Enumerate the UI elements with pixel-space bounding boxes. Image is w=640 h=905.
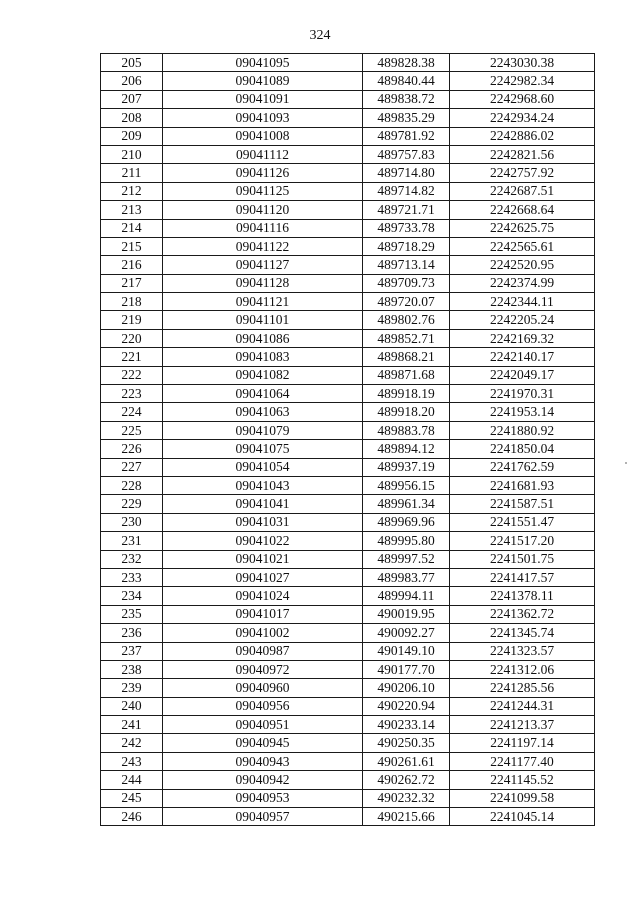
point-number-cell: 218 (101, 293, 163, 311)
x-coordinate-cell: 489835.29 (363, 109, 450, 127)
table-row (101, 256, 595, 274)
point-code-cell: 09041064 (163, 385, 363, 403)
x-coordinate-cell: 489709.73 (363, 274, 450, 292)
table-row (101, 808, 595, 826)
x-coordinate-cell: 490250.35 (363, 734, 450, 752)
point-code-cell: 09041127 (163, 256, 363, 274)
point-number-cell: 228 (101, 476, 163, 494)
y-coordinate-cell: 2242687.51 (450, 182, 595, 200)
table-row (101, 624, 595, 642)
table-row (101, 72, 595, 90)
scan-speck (625, 462, 627, 464)
x-coordinate-cell: 489961.34 (363, 495, 450, 513)
point-number-cell: 229 (101, 495, 163, 513)
point-code-cell: 09041112 (163, 145, 363, 163)
x-coordinate-cell: 489918.20 (363, 403, 450, 421)
x-coordinate-cell: 490261.61 (363, 752, 450, 770)
y-coordinate-cell: 2241501.75 (450, 550, 595, 568)
point-number-cell: 225 (101, 421, 163, 439)
y-coordinate-cell: 2241145.52 (450, 771, 595, 789)
y-coordinate-cell: 2241197.14 (450, 734, 595, 752)
x-coordinate-cell: 490262.72 (363, 771, 450, 789)
x-coordinate-cell: 489983.77 (363, 568, 450, 586)
point-code-cell: 09040943 (163, 752, 363, 770)
x-coordinate-cell: 489883.78 (363, 421, 450, 439)
table-row (101, 568, 595, 586)
y-coordinate-cell: 2242934.24 (450, 109, 595, 127)
x-coordinate-cell: 489718.29 (363, 237, 450, 255)
x-coordinate-cell: 489937.19 (363, 458, 450, 476)
x-coordinate-cell: 490092.27 (363, 624, 450, 642)
y-coordinate-cell: 2241681.93 (450, 476, 595, 494)
point-number-cell: 226 (101, 440, 163, 458)
coordinates-table-body (101, 54, 595, 826)
x-coordinate-cell: 489720.07 (363, 293, 450, 311)
point-number-cell: 240 (101, 697, 163, 715)
point-code-cell: 09041120 (163, 201, 363, 219)
x-coordinate-cell: 490019.95 (363, 605, 450, 623)
y-coordinate-cell: 2241587.51 (450, 495, 595, 513)
point-number-cell: 224 (101, 403, 163, 421)
y-coordinate-cell: 2241850.04 (450, 440, 595, 458)
y-coordinate-cell: 2241285.56 (450, 679, 595, 697)
point-code-cell: 09041093 (163, 109, 363, 127)
point-code-cell: 09041086 (163, 329, 363, 347)
y-coordinate-cell: 2241517.20 (450, 532, 595, 550)
point-code-cell: 09041101 (163, 311, 363, 329)
point-code-cell: 09041091 (163, 90, 363, 108)
y-coordinate-cell: 2241213.37 (450, 716, 595, 734)
point-code-cell: 09041021 (163, 550, 363, 568)
x-coordinate-cell: 489995.80 (363, 532, 450, 550)
y-coordinate-cell: 2241323.57 (450, 642, 595, 660)
y-coordinate-cell: 2241244.31 (450, 697, 595, 715)
x-coordinate-cell: 490232.32 (363, 789, 450, 807)
table-row (101, 458, 595, 476)
table-row (101, 274, 595, 292)
table-row (101, 697, 595, 715)
table-row (101, 219, 595, 237)
point-code-cell: 09041075 (163, 440, 363, 458)
point-number-cell: 213 (101, 201, 163, 219)
y-coordinate-cell: 2242668.64 (450, 201, 595, 219)
table-row (101, 476, 595, 494)
table-row (101, 366, 595, 384)
point-code-cell: 09041017 (163, 605, 363, 623)
x-coordinate-cell: 490233.14 (363, 716, 450, 734)
y-coordinate-cell: 2241970.31 (450, 385, 595, 403)
y-coordinate-cell: 2242520.95 (450, 256, 595, 274)
point-number-cell: 232 (101, 550, 163, 568)
point-number-cell: 246 (101, 808, 163, 826)
table-row (101, 679, 595, 697)
y-coordinate-cell: 2242757.92 (450, 164, 595, 182)
x-coordinate-cell: 489868.21 (363, 348, 450, 366)
point-number-cell: 241 (101, 716, 163, 734)
y-coordinate-cell: 2241177.40 (450, 752, 595, 770)
point-number-cell: 239 (101, 679, 163, 697)
table-row (101, 182, 595, 200)
point-number-cell: 205 (101, 54, 163, 72)
point-number-cell: 231 (101, 532, 163, 550)
point-number-cell: 208 (101, 109, 163, 127)
y-coordinate-cell: 2242625.75 (450, 219, 595, 237)
y-coordinate-cell: 2241551.47 (450, 513, 595, 531)
point-number-cell: 216 (101, 256, 163, 274)
point-number-cell: 217 (101, 274, 163, 292)
point-number-cell: 245 (101, 789, 163, 807)
y-coordinate-cell: 2242821.56 (450, 145, 595, 163)
point-number-cell: 219 (101, 311, 163, 329)
point-code-cell: 09041043 (163, 476, 363, 494)
point-code-cell: 09041008 (163, 127, 363, 145)
table-row (101, 752, 595, 770)
x-coordinate-cell: 489721.71 (363, 201, 450, 219)
x-coordinate-cell: 489994.11 (363, 587, 450, 605)
x-coordinate-cell: 490177.70 (363, 660, 450, 678)
table-row (101, 532, 595, 550)
point-code-cell: 09041041 (163, 495, 363, 513)
y-coordinate-cell: 2242565.61 (450, 237, 595, 255)
point-number-cell: 238 (101, 660, 163, 678)
x-coordinate-cell: 489781.92 (363, 127, 450, 145)
point-code-cell: 09041054 (163, 458, 363, 476)
point-code-cell: 09040945 (163, 734, 363, 752)
point-number-cell: 220 (101, 329, 163, 347)
point-number-cell: 214 (101, 219, 163, 237)
y-coordinate-cell: 2241362.72 (450, 605, 595, 623)
point-number-cell: 222 (101, 366, 163, 384)
point-code-cell: 09040951 (163, 716, 363, 734)
table-row (101, 734, 595, 752)
point-code-cell: 09041027 (163, 568, 363, 586)
y-coordinate-cell: 2241312.06 (450, 660, 595, 678)
y-coordinate-cell: 2243030.38 (450, 54, 595, 72)
y-coordinate-cell: 2242049.17 (450, 366, 595, 384)
x-coordinate-cell: 489714.82 (363, 182, 450, 200)
point-number-cell: 237 (101, 642, 163, 660)
table-row (101, 329, 595, 347)
point-code-cell: 09040953 (163, 789, 363, 807)
x-coordinate-cell: 489997.52 (363, 550, 450, 568)
table-row (101, 789, 595, 807)
table-row (101, 164, 595, 182)
y-coordinate-cell: 2241762.59 (450, 458, 595, 476)
page-number: 324 (309, 28, 331, 43)
table-row (101, 440, 595, 458)
x-coordinate-cell: 489733.78 (363, 219, 450, 237)
y-coordinate-cell: 2242205.24 (450, 311, 595, 329)
table-row (101, 293, 595, 311)
point-number-cell: 235 (101, 605, 163, 623)
y-coordinate-cell: 2241345.74 (450, 624, 595, 642)
point-code-cell: 09041024 (163, 587, 363, 605)
x-coordinate-cell: 490206.10 (363, 679, 450, 697)
y-coordinate-cell: 2242374.99 (450, 274, 595, 292)
point-number-cell: 223 (101, 385, 163, 403)
table-row (101, 348, 595, 366)
x-coordinate-cell: 489713.14 (363, 256, 450, 274)
y-coordinate-cell: 2241045.14 (450, 808, 595, 826)
x-coordinate-cell: 489852.71 (363, 329, 450, 347)
x-coordinate-cell: 489969.96 (363, 513, 450, 531)
point-code-cell: 09040987 (163, 642, 363, 660)
table-row (101, 201, 595, 219)
point-number-cell: 227 (101, 458, 163, 476)
point-number-cell: 211 (101, 164, 163, 182)
point-code-cell: 09041031 (163, 513, 363, 531)
table-row (101, 587, 595, 605)
y-coordinate-cell: 2241880.92 (450, 421, 595, 439)
x-coordinate-cell: 489956.15 (363, 476, 450, 494)
y-coordinate-cell: 2242982.34 (450, 72, 595, 90)
table-row (101, 237, 595, 255)
x-coordinate-cell: 489840.44 (363, 72, 450, 90)
point-number-cell: 209 (101, 127, 163, 145)
point-number-cell: 242 (101, 734, 163, 752)
point-code-cell: 09041063 (163, 403, 363, 421)
point-code-cell: 09041095 (163, 54, 363, 72)
point-code-cell: 09041083 (163, 348, 363, 366)
y-coordinate-cell: 2241953.14 (450, 403, 595, 421)
coordinates-table (100, 53, 595, 826)
x-coordinate-cell: 490220.94 (363, 697, 450, 715)
point-number-cell: 210 (101, 145, 163, 163)
table-row (101, 109, 595, 127)
point-number-cell: 234 (101, 587, 163, 605)
point-code-cell: 09041126 (163, 164, 363, 182)
x-coordinate-cell: 489918.19 (363, 385, 450, 403)
point-number-cell: 221 (101, 348, 163, 366)
table-row (101, 385, 595, 403)
table-row (101, 513, 595, 531)
table-row (101, 127, 595, 145)
y-coordinate-cell: 2241099.58 (450, 789, 595, 807)
point-code-cell: 09041125 (163, 182, 363, 200)
table-row (101, 716, 595, 734)
point-code-cell: 09040960 (163, 679, 363, 697)
table-row (101, 550, 595, 568)
table-row (101, 495, 595, 513)
point-number-cell: 233 (101, 568, 163, 586)
x-coordinate-cell: 489838.72 (363, 90, 450, 108)
table-row (101, 771, 595, 789)
point-code-cell: 09041082 (163, 366, 363, 384)
point-number-cell: 215 (101, 237, 163, 255)
point-number-cell: 243 (101, 752, 163, 770)
x-coordinate-cell: 489828.38 (363, 54, 450, 72)
table-row (101, 642, 595, 660)
point-code-cell: 09041121 (163, 293, 363, 311)
table-row (101, 90, 595, 108)
point-code-cell: 09041122 (163, 237, 363, 255)
x-coordinate-cell: 489757.83 (363, 145, 450, 163)
point-code-cell: 09041079 (163, 421, 363, 439)
point-code-cell: 09041022 (163, 532, 363, 550)
y-coordinate-cell: 2241378.11 (450, 587, 595, 605)
table-row (101, 605, 595, 623)
table-row (101, 54, 595, 72)
x-coordinate-cell: 489871.68 (363, 366, 450, 384)
point-number-cell: 206 (101, 72, 163, 90)
point-number-cell: 236 (101, 624, 163, 642)
table-row (101, 660, 595, 678)
table-row (101, 403, 595, 421)
y-coordinate-cell: 2242140.17 (450, 348, 595, 366)
point-code-cell: 09040957 (163, 808, 363, 826)
y-coordinate-cell: 2242968.60 (450, 90, 595, 108)
x-coordinate-cell: 490149.10 (363, 642, 450, 660)
table-row (101, 311, 595, 329)
point-code-cell: 09040942 (163, 771, 363, 789)
point-number-cell: 244 (101, 771, 163, 789)
y-coordinate-cell: 2241417.57 (450, 568, 595, 586)
point-number-cell: 207 (101, 90, 163, 108)
y-coordinate-cell: 2242169.32 (450, 329, 595, 347)
x-coordinate-cell: 489894.12 (363, 440, 450, 458)
point-number-cell: 212 (101, 182, 163, 200)
point-code-cell: 09040972 (163, 660, 363, 678)
x-coordinate-cell: 489802.76 (363, 311, 450, 329)
point-code-cell: 09041002 (163, 624, 363, 642)
point-code-cell: 09041128 (163, 274, 363, 292)
x-coordinate-cell: 489714.80 (363, 164, 450, 182)
table-row (101, 145, 595, 163)
point-code-cell: 09041089 (163, 72, 363, 90)
y-coordinate-cell: 2242344.11 (450, 293, 595, 311)
point-code-cell: 09040956 (163, 697, 363, 715)
y-coordinate-cell: 2242886.02 (450, 127, 595, 145)
point-number-cell: 230 (101, 513, 163, 531)
point-code-cell: 09041116 (163, 219, 363, 237)
table-row (101, 421, 595, 439)
x-coordinate-cell: 490215.66 (363, 808, 450, 826)
